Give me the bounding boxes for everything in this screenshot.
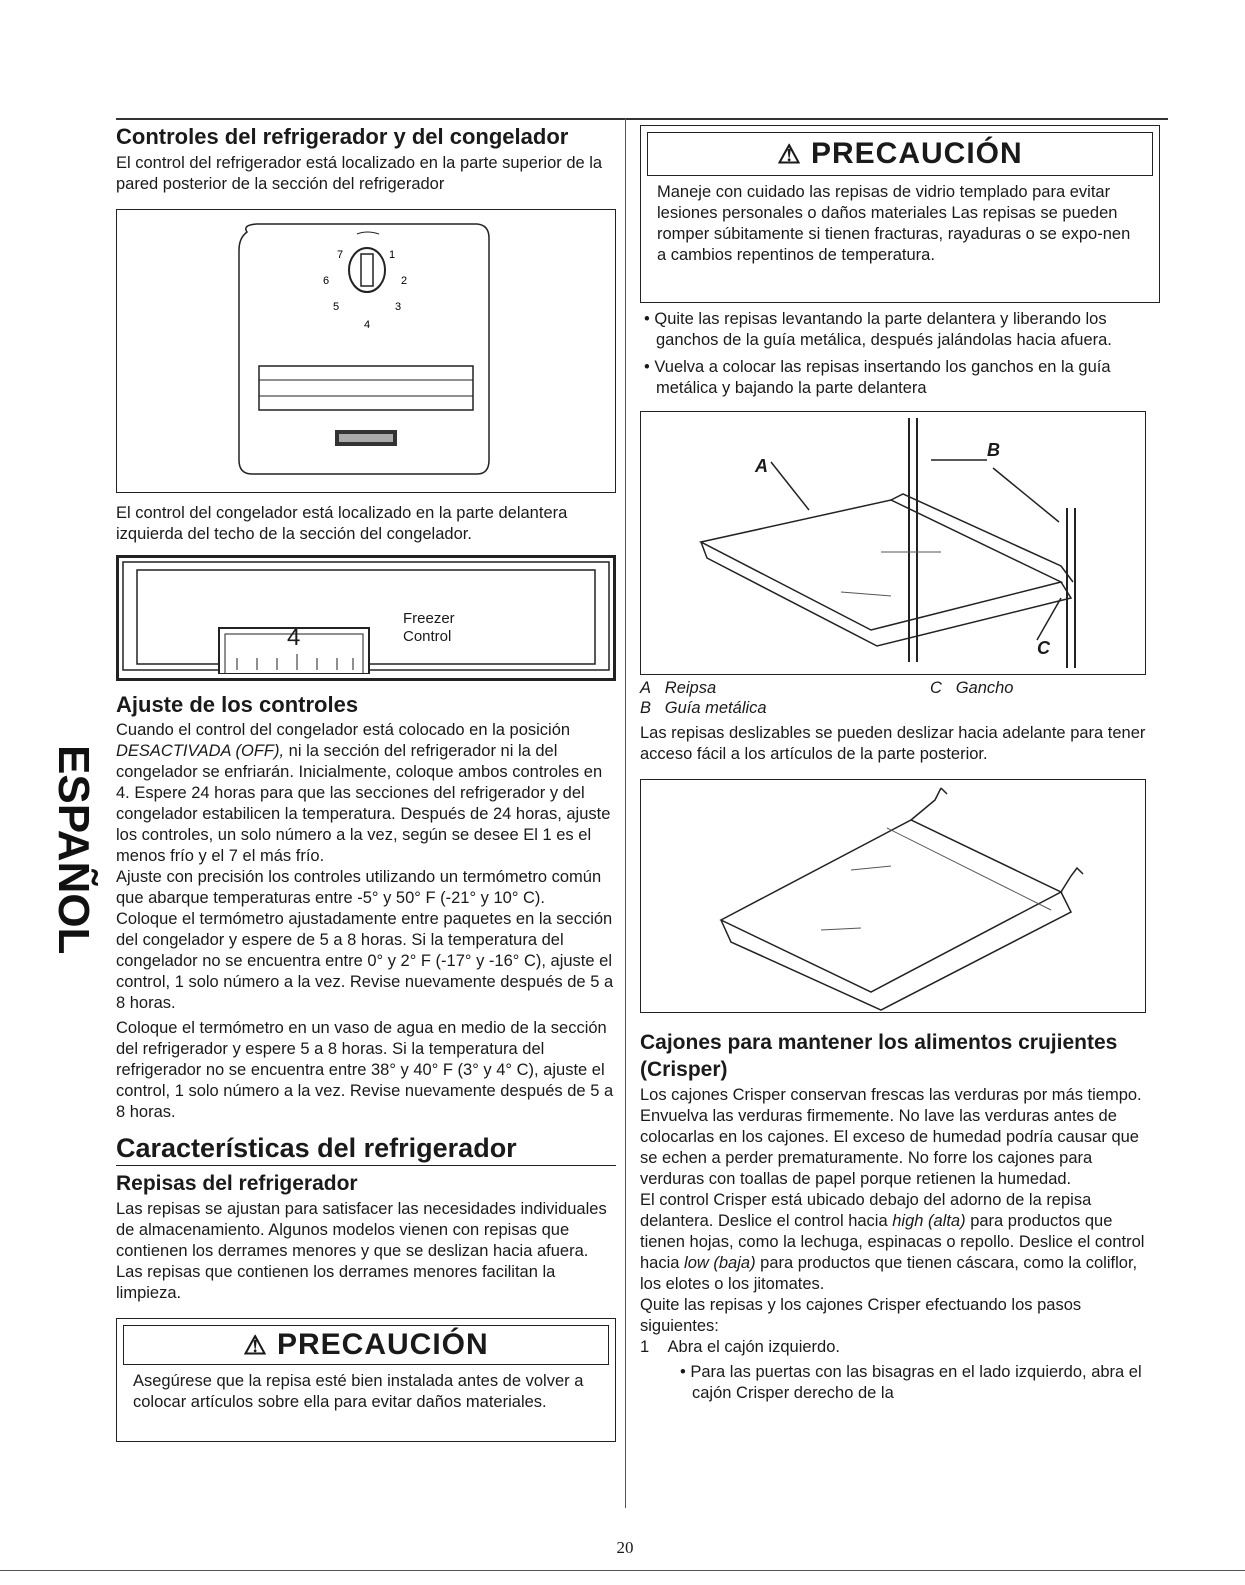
right-caution-title-bar <box>647 132 1153 176</box>
legend-a <box>640 679 716 698</box>
right-caution-title: PRECAUCIÓN <box>810 137 1023 170</box>
figure-label-a: A <box>755 456 768 476</box>
sliding-shelf-drawing <box>641 780 1145 1012</box>
dial-number-2: 2 <box>401 275 408 287</box>
legend-b <box>640 699 767 718</box>
side-tab-label: ESPAÑOL <box>49 745 98 955</box>
dial-number-6: 6 <box>323 275 330 287</box>
right-caution-box <box>640 125 1160 303</box>
freezer-control-figure <box>116 555 616 681</box>
legend-b-letter: B <box>640 699 652 717</box>
crisper-heading: Cajones para mantener los alimentos crujientes (Crisper) <box>640 1031 1118 1081</box>
left-caution-title: PRECAUCIÓN <box>276 1328 489 1361</box>
figure-legend <box>640 679 1160 721</box>
bullet-1-text: Quite las repisas levantando la parte delantera y liberando los ganchos de la guía metálica, después jalándolas hacia afuera. <box>654 310 1112 349</box>
figure-label-c: C <box>1037 638 1050 658</box>
left-caution-body <box>117 1365 615 1417</box>
refrigerator-control-figure <box>116 209 616 493</box>
left-caution-title-bar <box>123 1325 609 1365</box>
step-1-bullet-text: Para las puertas con las bisagras en el lado izquierdo, abra el cajón Crisper derecho de la <box>690 1363 1142 1402</box>
step-1-bullet: • Para las puertas con las bisagras en el lado izquierdo, abra el cajón Crisper derecho de la <box>680 1363 1142 1402</box>
crisper-paragraph-3: Quite las repisas y los cajones Crisper efectuando los pasos siguientes: <box>640 1296 1082 1335</box>
step-1-number: 1 <box>640 1338 650 1356</box>
crisper-paragraph-1: Los cajones Crisper conservan frescas las verduras por más tiempo. Envuelva las verduras firmemente. No lave las verduras antes de colocarlas en los cajones. El exceso de humedad podría causar que se echen a perder prematuramente. No forre los cajones para verduras con toallas de papel porque retienen la humedad. <box>640 1086 1142 1188</box>
adjust-p1-start: Cuando el control del congelador está colocado en la posición <box>116 721 571 739</box>
replace-shelves-bullet: • Vuelva a colocar las repisas insertando los ganchos en la guía metálica y bajando la parte delantera <box>644 358 1111 397</box>
controls-paragraph-1: El control del refrigerador está localizado en la parte superior de la pared posterior de la sección del refrigerador <box>116 154 603 193</box>
top-rule <box>116 118 1168 120</box>
warning-icon: ⚠ <box>777 139 802 169</box>
dial-number-4: 4 <box>364 319 371 331</box>
legend-c <box>930 679 1013 698</box>
freezer-setting-value: 4 <box>287 624 301 651</box>
adjust-p1-end: ni la sección del refrigerador ni la del congelador se enfriarán. Inicialmente, coloque ambos controles en 4. Espere 24 horas para que las secciones del refrigerador y del congelador estabilicen la temperatura. Después de 24 horas, ajuste los controles, un solo número a la vez, según se desee El 1 es el menos frío y el 7 el más frío. <box>116 742 611 865</box>
adjust-paragraph-3: Coloque el termómetro ajustadamente entre paquetes en la sección del congelador y espere de 5 a 8 horas. Si la temperatura del congelador no se encuentra entre 0° y 2° F (-17° y -16° C), ajuste el control, 1 solo número a la vez. Revise nuevamente después de 5 a 8 horas. <box>116 910 614 1012</box>
right-column <box>640 125 1160 1404</box>
right-caution-text: Maneje con cuidado las repisas de vidrio templado para evitar lesiones personales o daños materiales Las repisas se pueden romper súbitamente si tienen fracturas, rayaduras o se expo-nen a cambios repentinos de temperatura. <box>657 183 1131 264</box>
adjust-heading: Ajuste de los controles <box>116 692 359 717</box>
crisper-paragraph-2 <box>640 1190 1160 1295</box>
step-1 <box>640 1337 1160 1358</box>
shelf-hook-figure <box>640 411 1146 675</box>
sliding-shelf-figure <box>640 779 1146 1013</box>
language-side-tab <box>49 745 100 985</box>
left-caution-box <box>116 1318 616 1442</box>
column-divider <box>625 118 626 1508</box>
controls-paragraph-2: El control del congelador está localizado en la parte delantera izquierda del techo de la sección del congelador. <box>116 504 568 543</box>
warning-icon: ⚠ <box>243 1330 268 1360</box>
controls-heading: Controles del refrigerador y del congelador <box>116 124 569 149</box>
left-caution-text: Asegúrese que la repisa esté bien instalada antes de volver a colocar artículos sobre ella para evitar daños materiales. <box>133 1372 584 1411</box>
dial-number-5: 5 <box>333 301 340 313</box>
legend-a-letter: A <box>640 679 652 697</box>
crisper-p2-c: para productos que tienen cáscara, como la coliflor, los elotes o los jitomates. <box>640 1254 1138 1293</box>
adjust-paragraph-4: Coloque el termómetro en un vaso de agua en medio de la sección del refrigerador y espere 5 a 8 horas. Si la temperatura del refrigerador no se encuentra entre 38° y 40° F (3° y 4° C), ajuste el control, 1 solo número a la vez. Revise nuevamente después de 5 a 8 horas. <box>116 1019 614 1121</box>
shelf-hook-drawing <box>641 412 1145 674</box>
right-caution-body <box>641 176 1159 270</box>
step-1-text: Abra el cajón izquierdo. <box>667 1338 840 1356</box>
freezer-control-label <box>403 610 455 646</box>
dial-number-7: 7 <box>337 249 344 261</box>
dial-number-3: 3 <box>395 301 402 313</box>
legend-a-text: Reipsa <box>664 679 717 697</box>
legend-b-text: Guía metálica <box>664 699 767 717</box>
legend-c-letter: C <box>930 679 942 697</box>
shelves-heading: Repisas del refrigerador <box>116 1172 358 1195</box>
bottom-rule <box>0 1570 1245 1571</box>
freezer-control-drawing <box>119 558 613 674</box>
adjust-paragraph-2: Ajuste con precisión los controles utilizando un termómetro común que abarque temperaturas entre -5° y 50° F (-21° y 10° C). <box>116 868 602 907</box>
adjust-p1-off: DESACTIVADA (OFF), <box>116 742 285 760</box>
remove-shelves-bullet: • Quite las repisas levantando la parte delantera y liberando los ganchos de la guía metálica, después jalándolas hacia afuera. <box>644 310 1112 349</box>
figure-label-b: B <box>987 440 1000 460</box>
crisper-p2-high: high (alta) <box>892 1212 966 1230</box>
features-heading: Características del refrigerador <box>116 1133 616 1166</box>
crisper-p2-b: para productos que tienen hojas, como la lechuga, espinacas o repollo. Deslice el control hacia <box>640 1212 1145 1272</box>
crisper-p2-low: low (baja) <box>684 1254 756 1272</box>
sliding-shelves-paragraph: Las repisas deslizables se pueden deslizar hacia adelante para tener acceso fácil a los artículos de la parte posterior. <box>640 724 1146 763</box>
legend-c-text: Gancho <box>955 679 1014 697</box>
refrigerator-control-drawing <box>117 210 613 492</box>
bullet-2-text: Vuelva a colocar las repisas insertando los ganchos en la guía metálica y bajando la parte delantera <box>654 358 1111 397</box>
crisper-p2-a: El control Crisper está ubicado debajo del adorno de la repisa delantera. Deslice el control hacia <box>640 1191 1092 1230</box>
left-column <box>116 125 616 1442</box>
freezer-label-line-2: Control <box>403 628 452 645</box>
dial-number-1: 1 <box>389 249 396 261</box>
adjust-paragraph-1 <box>116 720 616 867</box>
freezer-label-line-1: Freezer <box>403 610 455 627</box>
page-number: 20 <box>616 1538 634 1557</box>
shelves-paragraph: Las repisas se ajustan para satisfacer las necesidades individuales de almacenamiento. Algunos modelos vienen con repisas que contienen los derrames menores y que se deslizan hacia afuera. Las repisas que contienen los derrames menores facilitan la limpieza. <box>116 1200 607 1302</box>
